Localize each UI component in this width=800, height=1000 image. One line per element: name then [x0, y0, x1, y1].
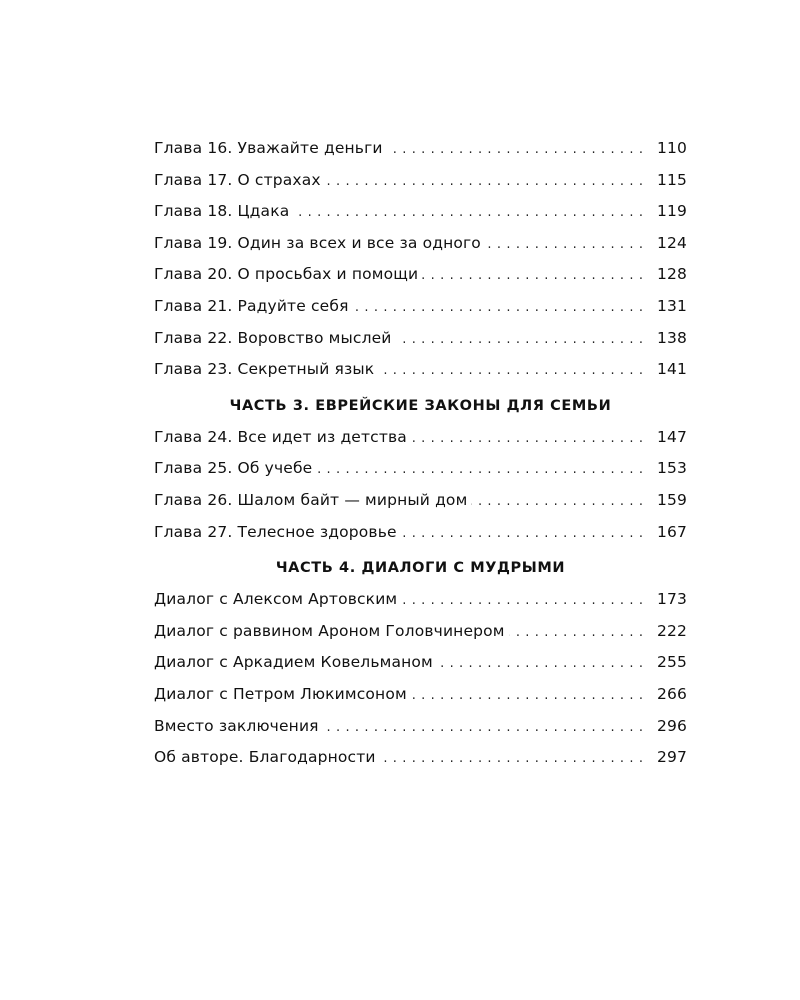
part-3-heading[interactable]: ЧАСТЬ 3. ЕВРЕЙСКИЕ ЗАКОНЫ ДЛЯ СЕМЬИ	[229, 397, 612, 414]
toc-entry-chapter-16[interactable]	[154, 136, 687, 168]
dot-leader	[316, 458, 643, 482]
toc-entry-page-number: 124	[656, 233, 687, 252]
toc-entry-chapter-18[interactable]	[154, 199, 687, 231]
toc-entry-title: Об авторе. Благодарности	[154, 748, 376, 767]
toc-entry-page-number: 131	[656, 296, 687, 315]
toc-entry-title: Глава 26. Шалом байт — мирный дом	[154, 490, 468, 509]
toc-entry-dialog-golovchiner[interactable]	[154, 619, 687, 651]
toc-entry-title: Вместо заключения	[154, 716, 319, 735]
toc-entry-title: Глава 18. Цдака	[154, 202, 290, 221]
toc-entry-chapter-17[interactable]	[154, 168, 687, 200]
toc-entry-chapter-26[interactable]	[154, 488, 687, 520]
dot-leader	[411, 684, 643, 708]
toc-entry-chapter-25[interactable]	[154, 456, 687, 488]
dot-leader	[396, 328, 643, 352]
toc-entry-title: Глава 24. Все идет из детства	[154, 427, 407, 446]
toc-entry-chapter-19[interactable]	[154, 231, 687, 263]
dot-leader	[471, 490, 643, 514]
toc-entry-title: Диалог с раввином Ароном Головчинером	[154, 621, 505, 640]
toc-entry-page-number: 141	[656, 360, 687, 379]
dot-leader	[401, 522, 643, 546]
toc-entry-title: Глава 27. Телесное здоровье	[154, 522, 397, 541]
dot-leader	[437, 652, 643, 676]
dot-leader	[323, 716, 643, 740]
toc-entry-page-number: 128	[656, 265, 687, 284]
toc-entry-page-number: 255	[656, 653, 687, 672]
toc-entry-dialog-artovsky[interactable]	[154, 587, 687, 619]
toc-entry-title: Диалог с Аркадием Ковельманом	[154, 653, 433, 672]
toc-entry-chapter-27[interactable]	[154, 520, 687, 552]
toc-entry-about-author[interactable]	[154, 745, 687, 777]
toc-entry-title: Глава 25. Об учебе	[154, 459, 313, 478]
toc-entry-title: Глава 22. Воровство мыслей	[154, 328, 392, 347]
toc-entry-page-number: 266	[656, 684, 687, 703]
toc-entry-title: Глава 23. Секретный язык	[154, 360, 375, 379]
toc-entry-chapter-23[interactable]	[154, 357, 687, 389]
toc-entry-dialog-kovelman[interactable]	[154, 650, 687, 682]
toc-entry-page-number: 147	[656, 427, 687, 446]
part-4-heading[interactable]: ЧАСТЬ 4. ДИАЛОГИ С МУДРЫМИ	[275, 560, 566, 577]
toc-entry-title: Глава 20. О просьбах и помощи	[154, 265, 419, 284]
dot-leader	[387, 138, 643, 162]
toc-entry-chapter-20[interactable]	[154, 262, 687, 294]
toc-entry-chapter-24[interactable]	[154, 425, 687, 457]
toc-entry-chapter-21[interactable]	[154, 294, 687, 326]
dot-leader	[411, 427, 643, 451]
dot-leader	[378, 359, 643, 383]
toc-entry-conclusion[interactable]	[154, 714, 687, 746]
toc-entry-page-number: 138	[656, 328, 687, 347]
toc-entry-title: Диалог с Петром Люкимсоном	[154, 684, 407, 703]
dot-leader	[380, 747, 643, 771]
toc-entry-title: Глава 16. Уважайте деньги	[154, 139, 383, 157]
toc-entry-dialog-lyukimson[interactable]	[154, 682, 687, 714]
toc-entry-page-number: 296	[656, 716, 687, 735]
toc-entry-title: Глава 19. Один за всех и все за одного	[154, 233, 481, 252]
dot-leader	[353, 296, 643, 320]
toc-entry-page-number: 222	[656, 621, 687, 640]
dot-leader	[485, 233, 643, 257]
toc-entry-page-number: 110	[656, 139, 687, 157]
toc-entry-page-number: 159	[656, 490, 687, 509]
toc-entry-title: Глава 21. Радуйте себя	[154, 296, 349, 315]
table-of-contents	[154, 136, 687, 777]
toc-entry-title: Глава 17. О страхах	[154, 170, 321, 189]
toc-entry-page-number: 153	[656, 459, 687, 478]
toc-entry-page-number: 167	[656, 522, 687, 541]
toc-entry-page-number: 119	[656, 202, 687, 221]
toc-entry-chapter-22[interactable]	[154, 326, 687, 358]
dot-leader	[422, 264, 643, 288]
dot-leader	[293, 201, 643, 225]
toc-entry-page-number: 297	[656, 748, 687, 767]
dot-leader	[325, 170, 643, 194]
toc-entry-page-number: 173	[656, 590, 687, 609]
dot-leader	[401, 589, 643, 613]
dot-leader	[509, 621, 643, 645]
toc-entry-page-number: 115	[656, 170, 687, 189]
toc-entry-title: Диалог с Алексом Артовским	[154, 590, 398, 609]
